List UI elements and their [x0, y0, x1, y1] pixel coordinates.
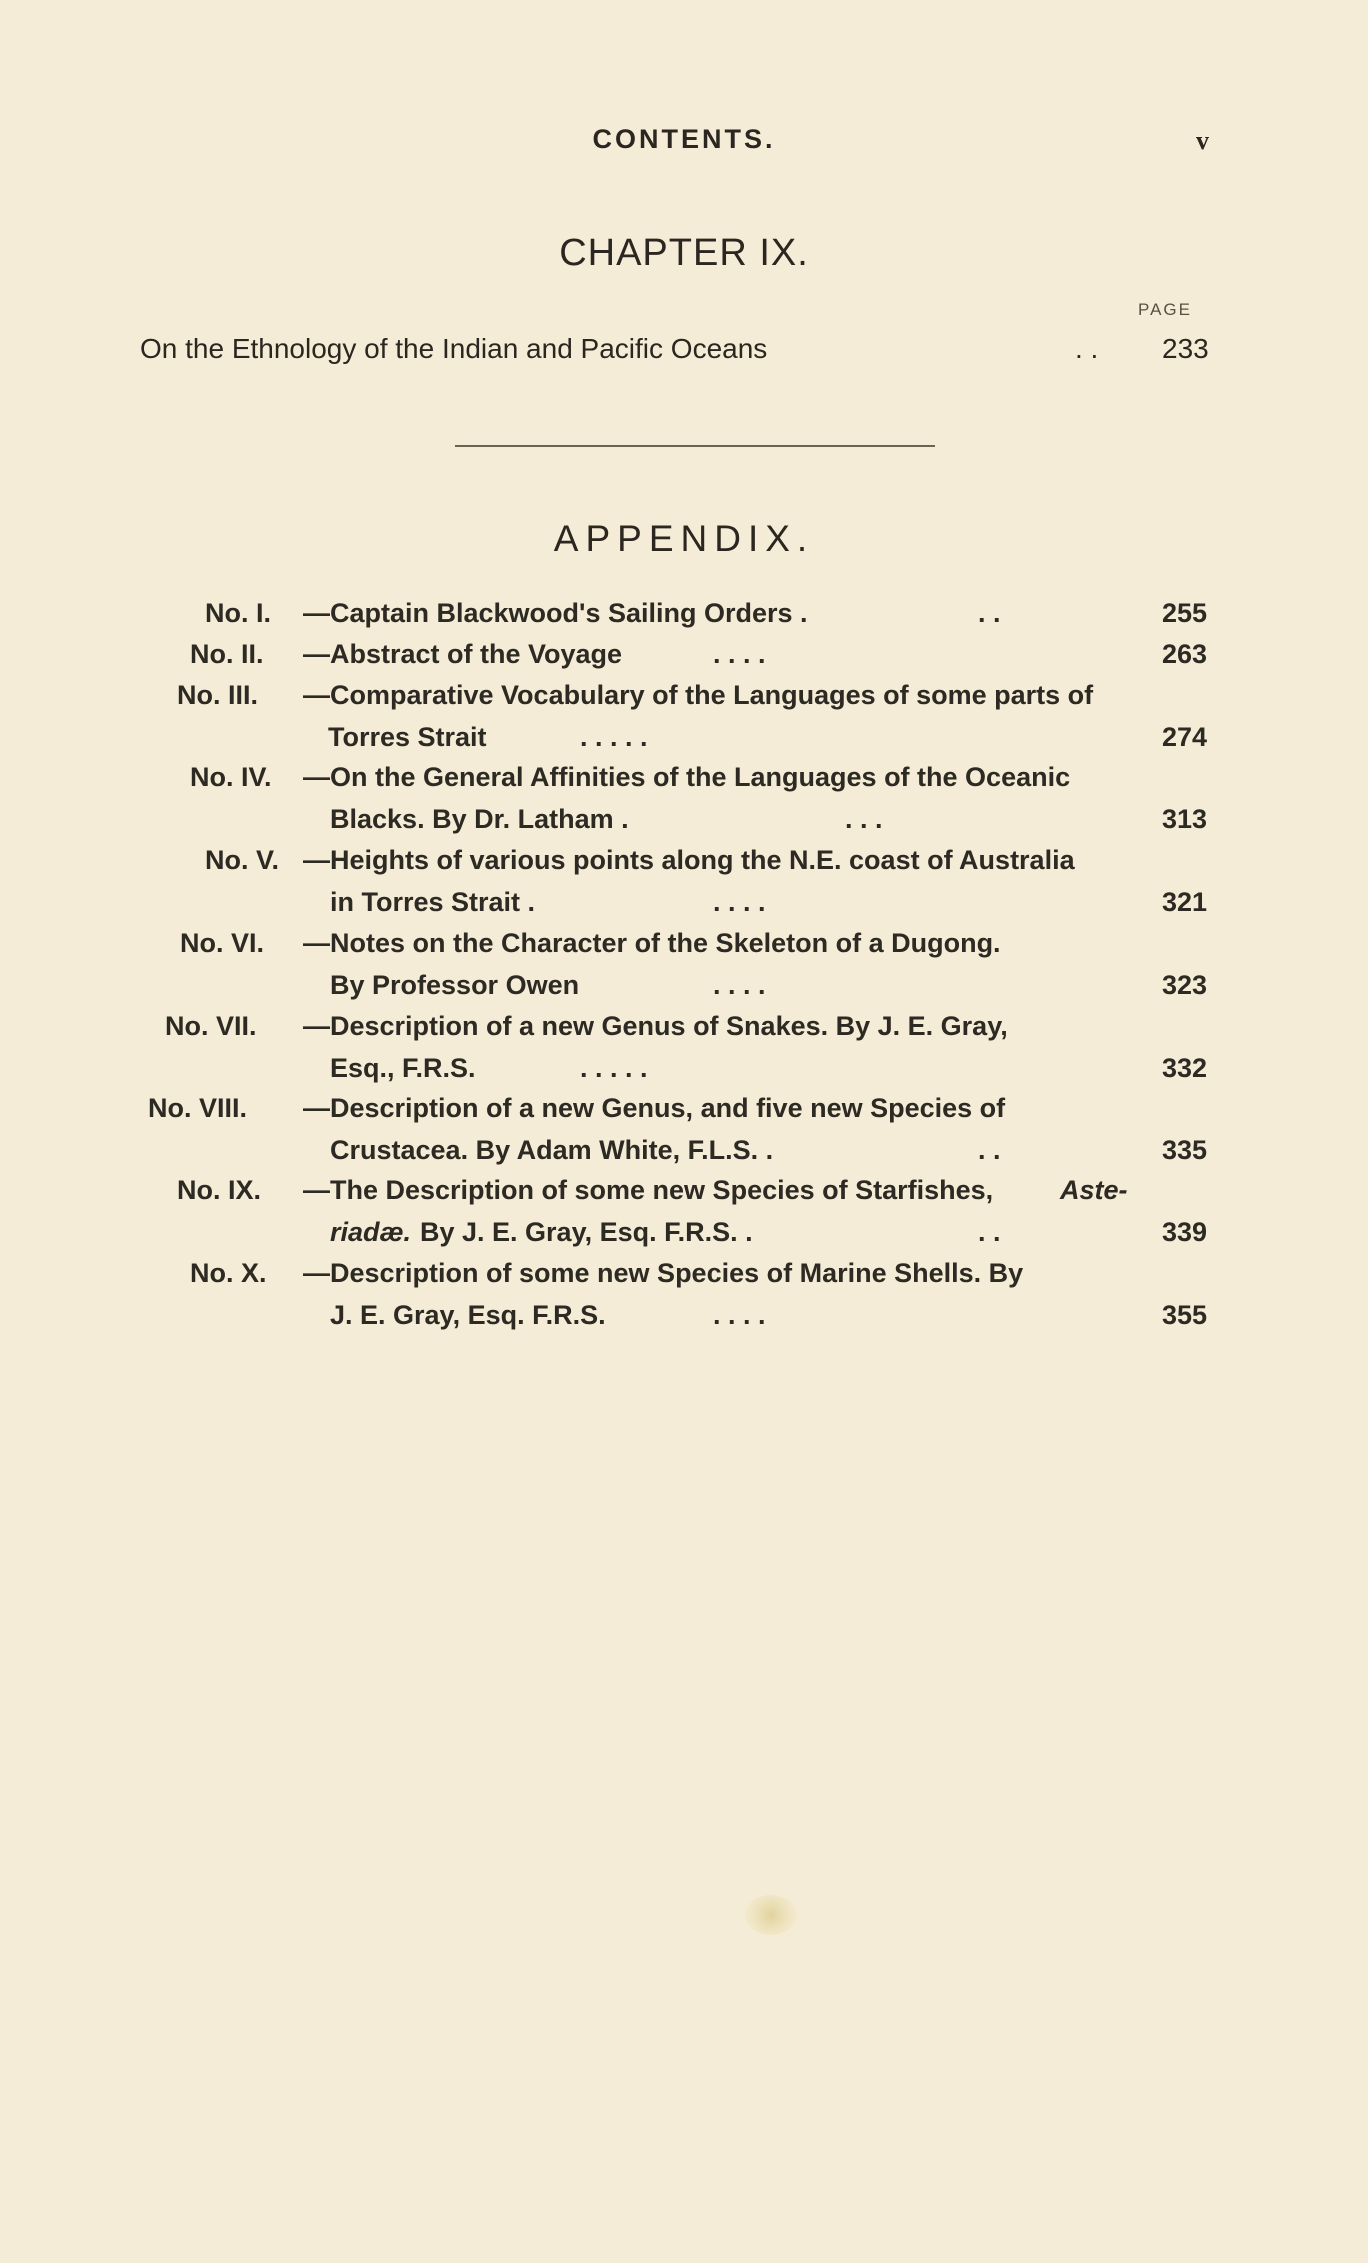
chapter-entry-page: 233 [1162, 333, 1209, 364]
entry-page: 335 [1162, 1135, 1208, 1165]
entry-title: —Captain Blackwood's Sailing Orders . [303, 598, 808, 628]
entry-number: No. X. [190, 1258, 267, 1288]
entry-leader: . . . . . [580, 722, 648, 752]
entry-leader: . . . . [713, 887, 766, 917]
entry-leader: . . . . [713, 970, 766, 1000]
entry-number: No. I. [205, 598, 271, 628]
entry-title-continued: By Professor Owen [330, 970, 580, 1000]
entry-title-continued: Esq., F.R.S. [330, 1053, 476, 1083]
entry-page: 255 [1162, 598, 1208, 628]
chapter-entry-leader: . . [1075, 333, 1099, 364]
entry-title-continued: Crustacea. By Adam White, F.L.S. . [330, 1135, 774, 1165]
entry-leader: . . [978, 598, 1001, 628]
entry-title-italic-continued: riadæ. [330, 1217, 412, 1247]
paper-stain [745, 1895, 797, 1935]
page-column-label: PAGE [1138, 300, 1192, 319]
entry-page: 355 [1162, 1300, 1208, 1330]
entry-title-italic: Aste- [1060, 1175, 1128, 1205]
chapter-entry-title: On the Ethnology of the Indian and Pacific Oceans [140, 333, 768, 364]
entry-page: 332 [1162, 1053, 1208, 1083]
section-divider [455, 445, 935, 447]
entry-leader: . . . . [713, 639, 766, 669]
entry-page: 313 [1162, 804, 1208, 834]
entry-number: No. VII. [165, 1011, 257, 1041]
entry-title-continued: By J. E. Gray, Esq. F.R.S. . [420, 1217, 753, 1247]
entry-leader: . . . . . [580, 1053, 648, 1083]
page-folio: v [1196, 126, 1209, 155]
entry-title: —Notes on the Character of the Skeleton of a Dugong. [303, 928, 1001, 958]
entry-title-continued: Blacks. By Dr. Latham . [330, 804, 629, 834]
appendix-heading: APPENDIX. [553, 518, 815, 559]
chapter-heading: CHAPTER IX. [559, 232, 809, 274]
entry-number: No. VI. [180, 928, 265, 958]
entry-number: No. IV. [190, 762, 272, 792]
entry-title-continued: Torres Strait [328, 722, 487, 752]
entry-number: No. II. [190, 639, 264, 669]
entry-title: —Description of a new Genus of Snakes. By J. E. Gray, [303, 1011, 1008, 1041]
entry-title: —Abstract of the Voyage [303, 639, 623, 669]
entry-title: —Comparative Vocabulary of the Languages of some parts of [303, 680, 1094, 710]
entry-page: 321 [1162, 887, 1208, 917]
entry-number: No. III. [177, 680, 258, 710]
entry-title: —On the General Affinities of the Languages of the Oceanic [303, 762, 1071, 792]
entry-leader: . . [978, 1135, 1001, 1165]
entry-title-continued: J. E. Gray, Esq. F.R.S. [330, 1300, 606, 1330]
entry-page: 274 [1162, 722, 1208, 752]
entry-title: —The Description of some new Species of Starfishes, [303, 1175, 994, 1205]
entry-title: —Description of some new Species of Marine Shells. By [303, 1258, 1024, 1288]
entry-leader: . . . . [713, 1300, 766, 1330]
entry-page: 323 [1162, 970, 1208, 1000]
entry-number: No. V. [205, 845, 280, 875]
entry-page: 263 [1162, 639, 1208, 669]
entry-page: 339 [1162, 1217, 1208, 1247]
entry-leader: . . . [845, 804, 883, 834]
entry-number: No. IX. [177, 1175, 262, 1205]
entry-leader: . . [978, 1217, 1001, 1247]
running-head: CONTENTS. [592, 124, 776, 154]
entry-title-continued: in Torres Strait . [330, 887, 536, 917]
entry-title: —Description of a new Genus, and five new Species of [303, 1093, 1006, 1123]
entry-number: No. VIII. [148, 1093, 248, 1123]
entry-title: —Heights of various points along the N.E. coast of Australia [303, 845, 1075, 875]
